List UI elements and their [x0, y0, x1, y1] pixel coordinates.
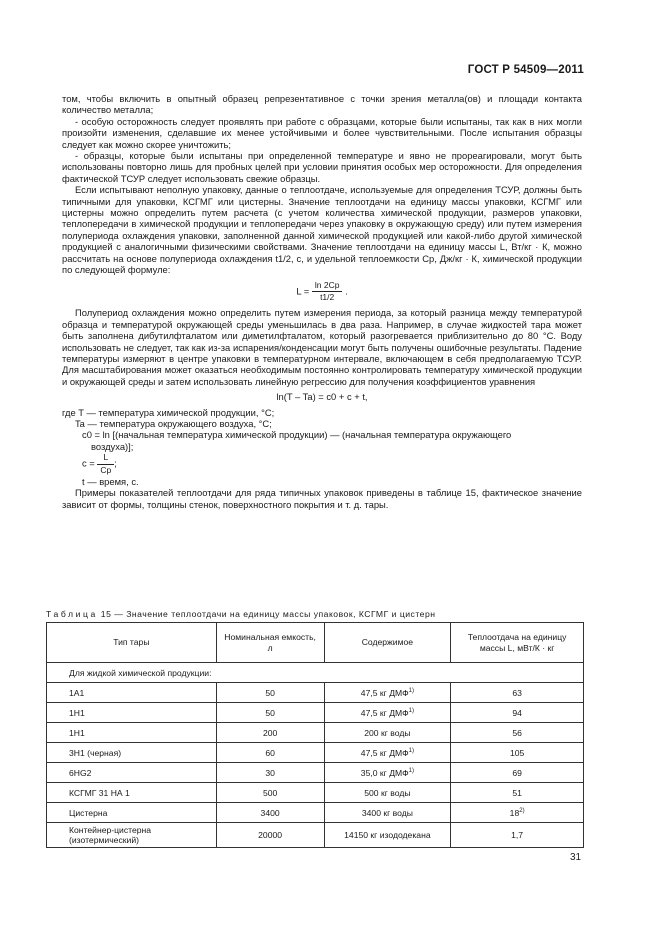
cell-value: 63 [512, 687, 522, 698]
table-cell [324, 783, 451, 803]
cell-value: 35,0 кг ДМФ [360, 767, 409, 778]
column-header: Номинальная емкость, л [216, 623, 324, 663]
cell-value: 3400 [260, 807, 280, 818]
document-body [62, 93, 582, 510]
formula-denominator: t1/2 [320, 291, 335, 302]
table-cell [47, 683, 217, 703]
table-cell [216, 763, 324, 783]
table-row [47, 783, 584, 803]
formula-lhs: L = [296, 284, 310, 296]
cell-value: 200 [262, 727, 278, 738]
formula-numerator: ln 2Cp [312, 280, 343, 292]
table-cell [324, 683, 451, 703]
cell-value: 105 [509, 747, 525, 758]
table-cell [47, 703, 217, 723]
paragraph: - особую осторожность следует проявлять при работе с образцами, которые были испытаны, так как в них могли произойти изменения, сделавшие их менее устойчивыми и более чувствительными. После испытания образцы следует как можно скорее уничтожить; [62, 115, 582, 150]
table-cell [451, 803, 584, 823]
heat-transfer-table [46, 622, 584, 848]
group-label: Для жидкой химической продукции: [47, 663, 584, 683]
table-cell [324, 803, 451, 823]
table-cell [216, 683, 324, 703]
cell-value: КСГМГ 31 НА 1 [69, 787, 130, 798]
table-cell [324, 823, 451, 848]
cell-value: 3400 кг воды [361, 807, 413, 818]
table-row [47, 703, 584, 723]
definition-T: где T — температура химической продукции, °С; [62, 406, 275, 418]
cell-value: 94 [512, 707, 522, 718]
definition-c-fraction [97, 452, 114, 476]
table-row [47, 723, 584, 743]
table-cell [216, 823, 324, 848]
formula-tail: . [345, 284, 348, 296]
cell-value: 56 [512, 727, 522, 738]
document-header: ГОСТ Р 54509—2011 [467, 64, 584, 76]
cell-value: 30 [265, 767, 275, 778]
table-cell [216, 783, 324, 803]
table-cell [47, 723, 217, 743]
cell-value: 1А1 [69, 687, 85, 698]
definition-c-numerator: L [97, 452, 114, 464]
table-cell [451, 783, 584, 803]
column-header: Тип тары [47, 623, 217, 663]
cell-value: 6HG2 [69, 767, 92, 778]
table-cell [47, 743, 217, 763]
cell-value: Цистерна [69, 807, 108, 818]
cell-value: 50 [265, 707, 275, 718]
table-cell [47, 803, 217, 823]
paragraph: том, чтобы включить в опытный образец репрезентативное с точки зрения металла(ов) и площади контакта количество металла; [62, 93, 582, 116]
table-cell [216, 703, 324, 723]
table-caption-prefix: Таблица [46, 609, 98, 619]
table-cell [451, 723, 584, 743]
cell-value: 1Н1 [69, 727, 85, 738]
table-cell [324, 763, 451, 783]
page-number: 31 [570, 852, 582, 863]
table-row [47, 763, 584, 783]
paragraph: - образцы, которые были испытаны при определенной температуре и явно не прореагировали, могут быть использованы повторно лишь для пробных целей при условии принятия особых мер осторожности. Для определения фактической ТСУР следует использовать свежие образцы. [62, 150, 582, 184]
table-row [47, 823, 584, 848]
cell-value: 200 кг воды [364, 727, 411, 738]
formula-fraction [312, 280, 343, 304]
formula-regression: ln(T – Ta) = c0 + c + t, [276, 391, 368, 403]
definition-c-tail: ; [114, 457, 117, 469]
paragraph: Примеры показателей теплоотдачи для ряда типичных упаковок приведены в таблице 15, фактическое значение зависит от формы, толщины стенок, поверхностного покрытия и т. д. тары. [62, 487, 582, 510]
table-cell [216, 803, 324, 823]
table-cell [216, 743, 324, 763]
table-cell [324, 703, 451, 723]
cell-value: 69 [512, 767, 522, 778]
column-header: Содержимое [324, 623, 451, 663]
column-header: Теплоотдача на единицу массы L, мВт/К · кг [451, 623, 584, 663]
definition-c-lhs: c = [82, 457, 95, 469]
cell-value: 500 [262, 787, 278, 798]
definition-Ta: Ta — температура окружающего воздуха, °С; [75, 417, 272, 429]
table-cell [47, 823, 217, 848]
cell-value: Контейнер-цистерна (изотермический) [69, 825, 152, 845]
table-cell [451, 703, 584, 723]
definition-c0: c0 = ln [(начальная температура химической продукции) — (начальная температура окружающего [82, 429, 512, 441]
cell-value: 50 [265, 687, 275, 698]
cell-value: 3Н1 (черная) [69, 747, 122, 758]
cell-value: 1,7 [511, 830, 524, 840]
footnote-marker: 1) [408, 767, 414, 774]
paragraph: Если испытывают неполную упаковку, данные о теплоотдаче, используемые для определения ТСУР, должны быть типичными для упаковки, КСГМГ или цистерны. Значение теплоотдачи на единицу массы упаковки, КСГМГ или цистерны можно определить путем расчета (с учетом количества химической продукции, размеров упаковки, теплопередачи в химической продукции и теплопередачи через упаковку в окружающую среду) или путем измерения полупериода охлаждения упаковки, заполненной данной химической продукцией или какой-либо другой химической продукцией с аналогичными физическими свойствами. Значение теплоотдачи на единицу массы L, Вт/кг · К, можно рассчитать на основе полупериода охлаждения t1/2, с, и удельной теплоемкости Cp, Дж/кг · К, химической продукции по следующей формуле: [62, 184, 582, 276]
cell-value: 1Н1 [69, 707, 85, 718]
table-cell [216, 723, 324, 743]
cell-value: 47,5 кг ДМФ [360, 747, 409, 758]
table-row [47, 803, 584, 823]
footnote-marker: 1) [408, 687, 414, 694]
table-cell [451, 823, 584, 848]
table-cell [324, 723, 451, 743]
table-cell [47, 783, 217, 803]
table-header-row [47, 623, 584, 663]
table-caption [46, 609, 436, 619]
cell-value: 20000 [258, 830, 283, 840]
definition-t: t — время, с. [82, 476, 139, 487]
table-cell [324, 743, 451, 763]
cell-value: 18 [509, 807, 520, 818]
definition-c [62, 452, 582, 476]
cell-value: 47,5 кг ДМФ [360, 707, 409, 718]
footnote-marker: 1) [408, 747, 414, 754]
table-cell [47, 763, 217, 783]
table-group-row [47, 663, 584, 683]
table-row [47, 743, 584, 763]
cell-value: 500 кг воды [364, 787, 411, 798]
cell-value: 47,5 кг ДМФ [360, 687, 409, 698]
table-caption-text: 15 — Значение теплоотдачи на единицу массы упаковок, КСГМГ и цистерн [100, 609, 436, 619]
paragraph: Полупериод охлаждения можно определить путем измерения периода, за который разница между температурой образца и температурой окружающей среды уменьшилась в два раза. Например, в случае жидкостей тара может быть заполнена дибутилфталатом или диметилфталатом, который разогревается приблизительно до 80 °С. Воду использовать не следует, так как из-за испарения/конденсации могут быть получены ошибочные результаты. Падение температуры измеряют в центре упаковки в температурном интервале, включающем в себя предполагаемую ТСУР. Для масштабирования может оказаться необходимым постоянно контролировать температуру химической продукции и окружающей среды и затем использовать линейную регрессию для получения коэффициентов уравнения [62, 307, 582, 387]
definition-c-denominator: Cp [100, 464, 112, 475]
cell-value: 60 [265, 747, 275, 758]
formula-heat-transfer [62, 280, 582, 304]
cell-value: 51 [512, 787, 522, 798]
table-row [47, 683, 584, 703]
footnote-marker: 1) [408, 707, 414, 714]
table-cell [451, 763, 584, 783]
cell-value: 14150 кг изододекана [344, 830, 431, 840]
table-cell [451, 683, 584, 703]
definition-c0-cont: воздуха)]; [91, 440, 134, 452]
table-cell [451, 743, 584, 763]
footnote-marker: 2) [519, 807, 525, 814]
